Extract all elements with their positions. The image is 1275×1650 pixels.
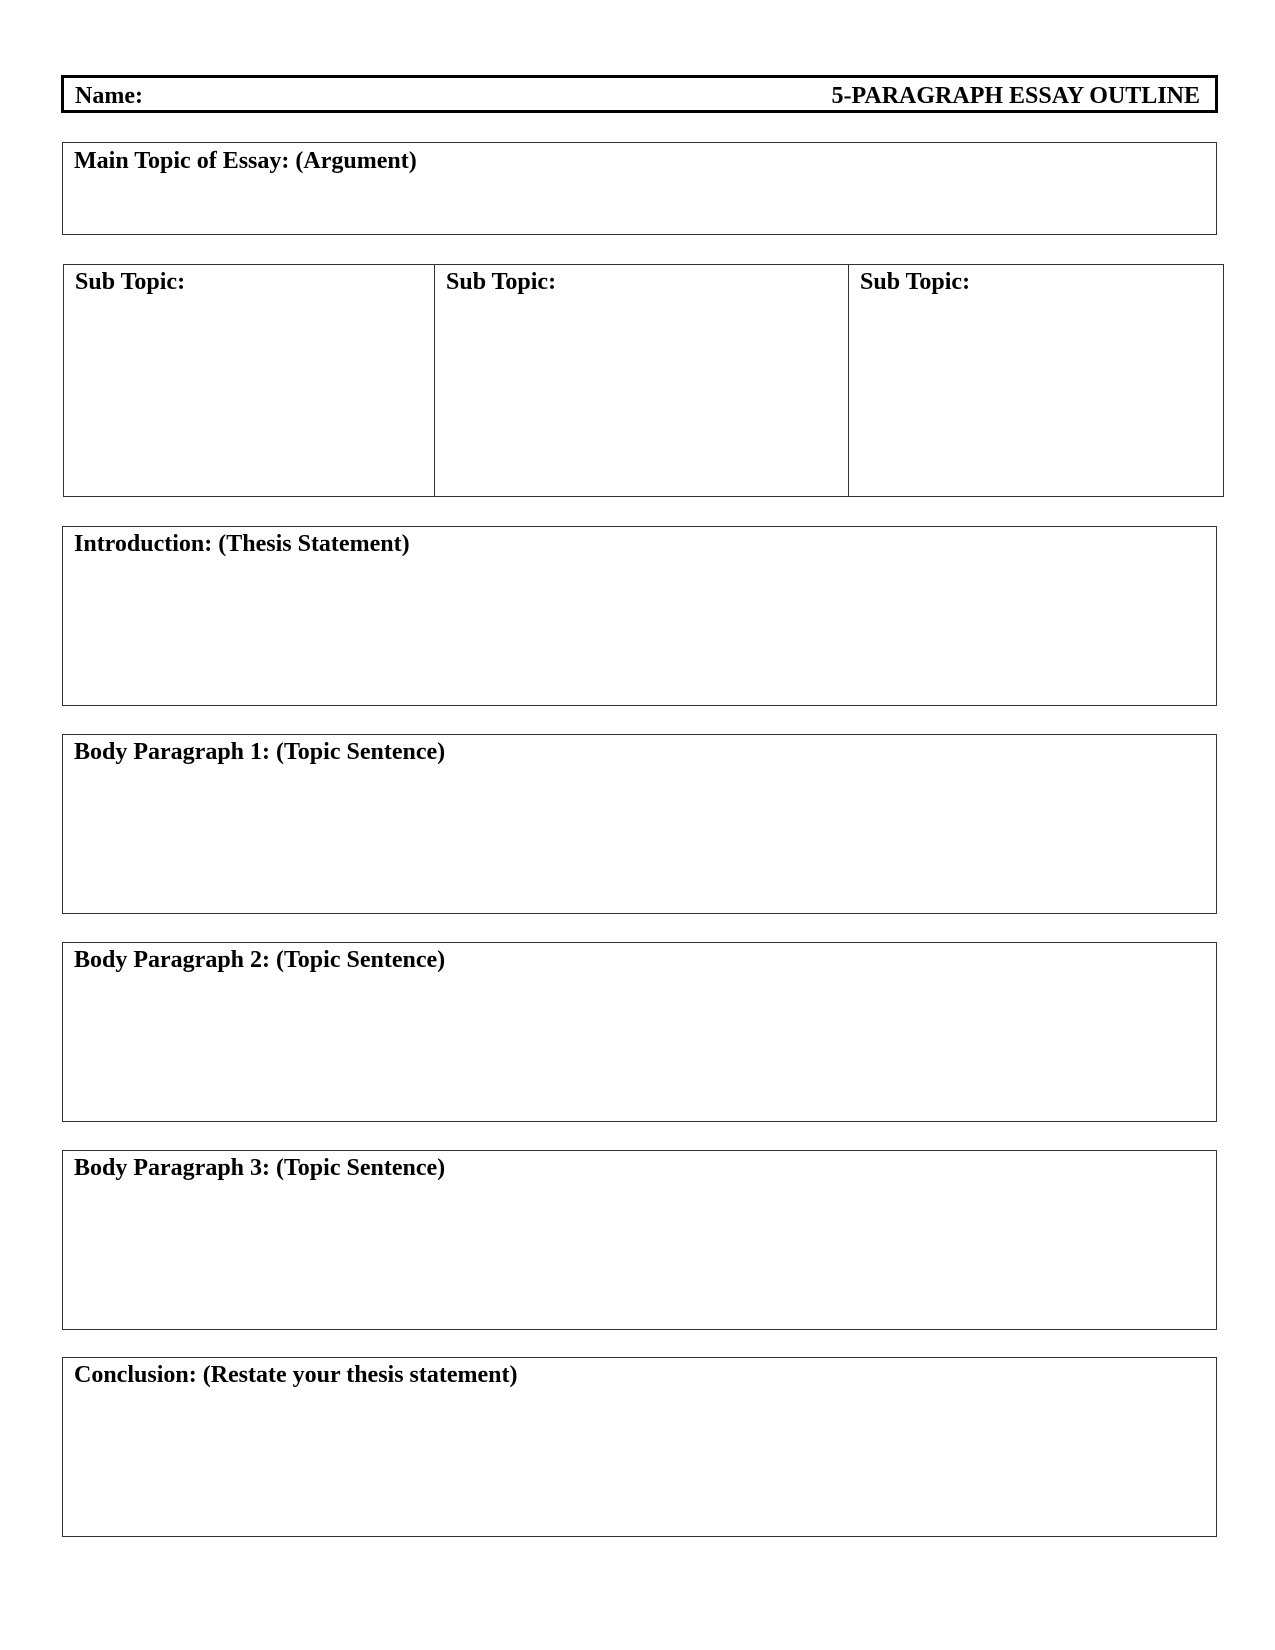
body-paragraph-1-box[interactable] [62, 734, 1217, 914]
header-bar [61, 75, 1218, 113]
body-paragraph-1-label: Body Paragraph 1: (Topic Sentence) [74, 739, 446, 765]
subtopic-label: Sub Topic: [860, 269, 971, 295]
introduction-box[interactable] [62, 526, 1217, 706]
name-label: Name: [75, 83, 143, 109]
subtopic-box-2[interactable] [434, 265, 848, 496]
subtopic-box-1[interactable] [64, 265, 434, 496]
body-paragraph-2-label: Body Paragraph 2: (Topic Sentence) [74, 947, 446, 973]
introduction-label: Introduction: (Thesis Statement) [74, 531, 410, 557]
body-paragraph-3-label: Body Paragraph 3: (Topic Sentence) [74, 1155, 446, 1181]
main-topic-box[interactable] [62, 142, 1217, 235]
subtopic-box-3[interactable] [848, 265, 1223, 496]
subtopics-row [63, 264, 1224, 497]
page-title: 5-PARAGRAPH ESSAY OUTLINE [831, 83, 1200, 109]
body-paragraph-2-box[interactable] [62, 942, 1217, 1122]
subtopic-label: Sub Topic: [446, 269, 557, 295]
conclusion-label: Conclusion: (Restate your thesis statement) [74, 1362, 518, 1388]
conclusion-box[interactable] [62, 1357, 1217, 1537]
subtopic-label: Sub Topic: [75, 269, 186, 295]
main-topic-label: Main Topic of Essay: (Argument) [74, 148, 417, 174]
body-paragraph-3-box[interactable] [62, 1150, 1217, 1330]
